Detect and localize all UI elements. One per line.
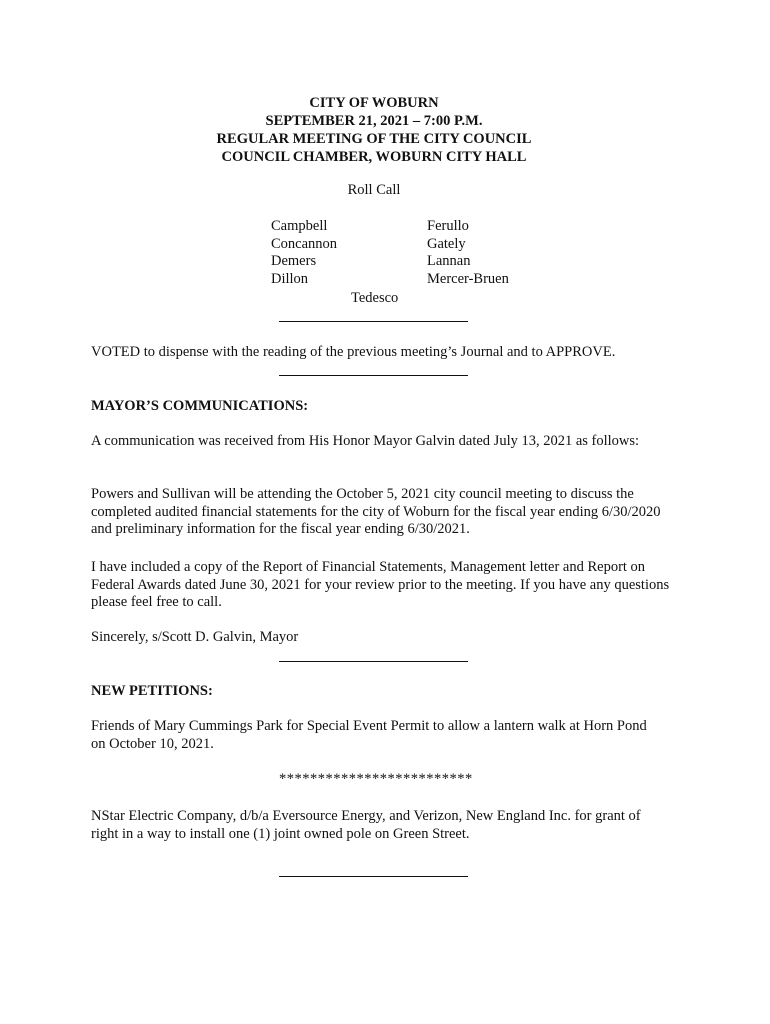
divider-rule xyxy=(279,321,468,322)
roll-call-name: Ferullo xyxy=(427,218,469,234)
communication-intro: A communication was received from His Honor Mayor Galvin dated July 13, 2021 as follows: xyxy=(91,433,640,449)
petition-item-2: NStar Electric Company, d/b/a Eversource Energy, and Verizon, New England Inc. for grant of right in a way to install one (1) joint owned pole on Green Street. xyxy=(91,808,641,842)
roll-call-name-center: Tedesco xyxy=(351,290,399,306)
communication-paragraph-1: Powers and Sullivan will be attending the October 5, 2021 city council meeting to discuss the completed audited financial statements for the city of Woburn for the fiscal year ending 6/30/2020 and preliminary information for the fiscal year ending 6/30/2021. xyxy=(91,486,661,537)
roll-call-name: Mercer-Bruen xyxy=(427,270,509,287)
communication-paragraph-2: I have included a copy of the Report of Financial Statements, Management letter and Report on Federal Awards dated June 30, 2021 for your review prior to the meeting. If you have any questions please feel free to call. xyxy=(91,559,670,610)
communication-signoff: Sincerely, s/Scott D. Galvin, Mayor xyxy=(91,629,299,645)
roll-call-name: Lannan xyxy=(427,253,471,269)
document-header xyxy=(0,94,748,166)
roll-call-left-column xyxy=(271,218,337,288)
roll-call-name: Campbell xyxy=(271,218,328,234)
header-date: SEPTEMBER 21, 2021 – 7:00 P.M. xyxy=(265,113,483,129)
petition-separator: ************************* xyxy=(279,771,473,787)
roll-call-name: Gately xyxy=(427,235,466,252)
header-meeting: REGULAR MEETING OF THE CITY COUNCIL xyxy=(216,131,532,147)
petition-item-1: Friends of Mary Cummings Park for Special Event Permit to allow a lantern walk at Horn Pond on October 10, 2021. xyxy=(91,718,647,752)
divider-rule xyxy=(279,876,468,877)
header-city: CITY OF WOBURN xyxy=(309,95,439,111)
divider-rule xyxy=(279,661,468,662)
new-petitions-heading: NEW PETITIONS: xyxy=(91,683,213,699)
voted-paragraph: VOTED to dispense with the reading of the previous meeting’s Journal and to APPROVE. xyxy=(91,344,616,360)
divider-rule xyxy=(279,375,468,376)
roll-call-right-column xyxy=(427,218,509,288)
roll-call-name: Dillon xyxy=(271,270,309,287)
header-location: COUNCIL CHAMBER, WOBURN CITY HALL xyxy=(221,149,527,165)
roll-call-name: Demers xyxy=(271,253,317,269)
roll-call-name: Concannon xyxy=(271,235,338,252)
mayors-communications-heading: MAYOR’S COMMUNICATIONS: xyxy=(91,398,309,414)
roll-call-title: Roll Call xyxy=(347,182,401,198)
